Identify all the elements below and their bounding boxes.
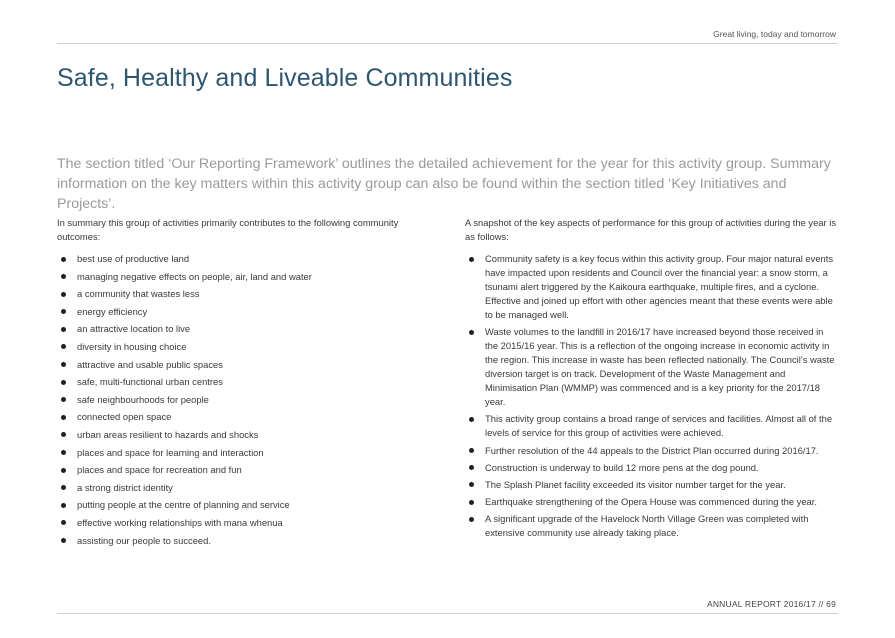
list-item — [465, 444, 838, 458]
list-item — [465, 461, 838, 475]
list-item-text: assisting our people to succeed. — [77, 534, 211, 546]
list-item-text: an attractive location to live — [77, 323, 191, 335]
bullet-icon — [61, 503, 66, 508]
list-item-text: A significant upgrade of the Havelock North Village Green was completed with extensive community use already taking place. — [485, 513, 809, 539]
list-item-text: putting people at the centre of planning and service — [77, 499, 290, 511]
list-item — [57, 446, 429, 460]
bullet-icon — [469, 465, 474, 470]
bullet-icon — [61, 274, 66, 279]
list-item — [57, 516, 429, 530]
list-item — [57, 322, 429, 336]
list-item — [57, 463, 429, 477]
right-column — [465, 216, 838, 544]
bullet-icon — [61, 292, 66, 297]
bullet-icon — [61, 344, 66, 349]
list-item — [57, 410, 429, 424]
header-rule — [57, 43, 838, 44]
header-tagline: Great living, today and tomorrow — [713, 29, 836, 39]
bullet-icon — [469, 500, 474, 505]
list-item-text: Further resolution of the 44 appeals to the District Plan occurred during 2016/17. — [485, 444, 819, 456]
bullet-icon — [61, 257, 66, 262]
bullet-icon — [61, 327, 66, 332]
bullet-icon — [61, 468, 66, 473]
bullet-icon — [61, 362, 66, 367]
bullet-icon — [469, 482, 474, 487]
list-item-text: Earthquake strengthening of the Opera House was commenced during the year. — [485, 496, 817, 508]
list-item-text: connected open space — [77, 411, 172, 423]
list-item — [465, 325, 838, 409]
bullet-icon — [61, 415, 66, 420]
list-item — [57, 305, 429, 319]
list-item — [57, 393, 429, 407]
list-item — [465, 478, 838, 492]
list-item — [57, 534, 429, 548]
list-item — [465, 252, 838, 322]
list-item — [57, 358, 429, 372]
list-item-text: best use of productive land — [77, 253, 190, 264]
bullet-icon — [61, 309, 66, 314]
bullet-icon — [61, 450, 66, 455]
bullet-icon — [61, 485, 66, 490]
list-item — [57, 375, 429, 389]
bullet-icon — [469, 330, 474, 335]
left-column — [57, 216, 429, 551]
bullet-icon — [469, 517, 474, 522]
list-item — [465, 495, 838, 509]
list-item-text: a strong district identity — [77, 481, 173, 493]
list-item-text: attractive and usable public spaces — [77, 358, 223, 370]
performance-snapshot-list — [465, 252, 838, 540]
footer-rule — [57, 613, 838, 614]
bullet-icon — [61, 380, 66, 385]
list-item-text: managing negative effects on people, air, land and water — [77, 270, 312, 282]
list-item — [57, 428, 429, 442]
list-item-text: safe neighbourhoods for people — [77, 393, 209, 405]
bullet-icon — [469, 257, 474, 262]
list-item — [465, 512, 838, 540]
list-item — [57, 270, 429, 284]
list-item-text: This activity group contains a broad range of services and facilities. Almost all of the levels of service for this group of activities were achieved. — [485, 413, 833, 439]
list-item-text: urban areas resilient to hazards and shocks — [77, 428, 259, 440]
list-item — [57, 498, 429, 512]
list-item-text: a community that wastes less — [77, 288, 200, 300]
list-item-text: places and space for learning and interaction — [77, 446, 264, 458]
list-item — [465, 412, 838, 440]
right-column-intro: A snapshot of the key aspects of performance for this group of activities during the year is as follows: — [465, 217, 837, 242]
bullet-icon — [469, 448, 474, 453]
bullet-icon — [61, 432, 66, 437]
left-column-intro: In summary this group of activities primarily contributes to the following community outcomes: — [57, 217, 399, 242]
community-outcomes-list — [57, 252, 429, 548]
bullet-icon — [469, 417, 474, 422]
bullet-icon — [61, 520, 66, 525]
bullet-icon — [61, 397, 66, 402]
list-item-text: The Splash Planet facility exceeded its visitor number target for the year. — [485, 478, 786, 490]
list-item-text: safe, multi-functional urban centres — [77, 376, 223, 388]
list-item-text: Waste volumes to the landfill in 2016/17 have increased beyond those received in the 2015/16 year. This is a reflection of the ongoing increase in economic activity in the region. This increase in waste has been reflected nationally. The Council’s waste diversion target is on track. Development of the Waste Management and Minimisation Plan (WMMP) was commenced and is a key priority for the 2017/18 year. — [485, 326, 835, 408]
footer-text: ANNUAL REPORT 2016/17 // 69 — [706, 599, 836, 609]
list-item — [57, 481, 429, 495]
list-item-text: diversity in housing choice — [77, 340, 187, 352]
list-item-text: places and space for recreation and fun — [77, 464, 242, 476]
list-item-text: effective working relationships with mana whenua — [77, 516, 283, 528]
list-item-text: Construction is underway to build 12 more pens at the dog pound. — [485, 461, 759, 473]
page-title: Safe, Healthy and Liveable Communities — [57, 64, 513, 92]
intro-paragraph: The section titled ‘Our Reporting Framework’ outlines the detailed achievement for the year for this activity group. Summary information on the key matters within this activity group can also be found within the section titled ‘Key Initiatives and Projects’. — [57, 156, 831, 212]
list-item-text: energy efficiency — [77, 305, 148, 317]
list-item-text: Community safety is a key focus within this activity group. Four major natural events have impacted upon residents and Council over the financial year: a snow storm, a tsunami alert triggered by the Kaikoura earthquake, multiple fires, and a cyclone. Effective and joined up effort with other agencies meant that these events were able to be managed well. — [485, 253, 834, 320]
bullet-icon — [61, 538, 66, 543]
list-item — [57, 340, 429, 354]
list-item — [57, 252, 429, 266]
list-item — [57, 287, 429, 301]
